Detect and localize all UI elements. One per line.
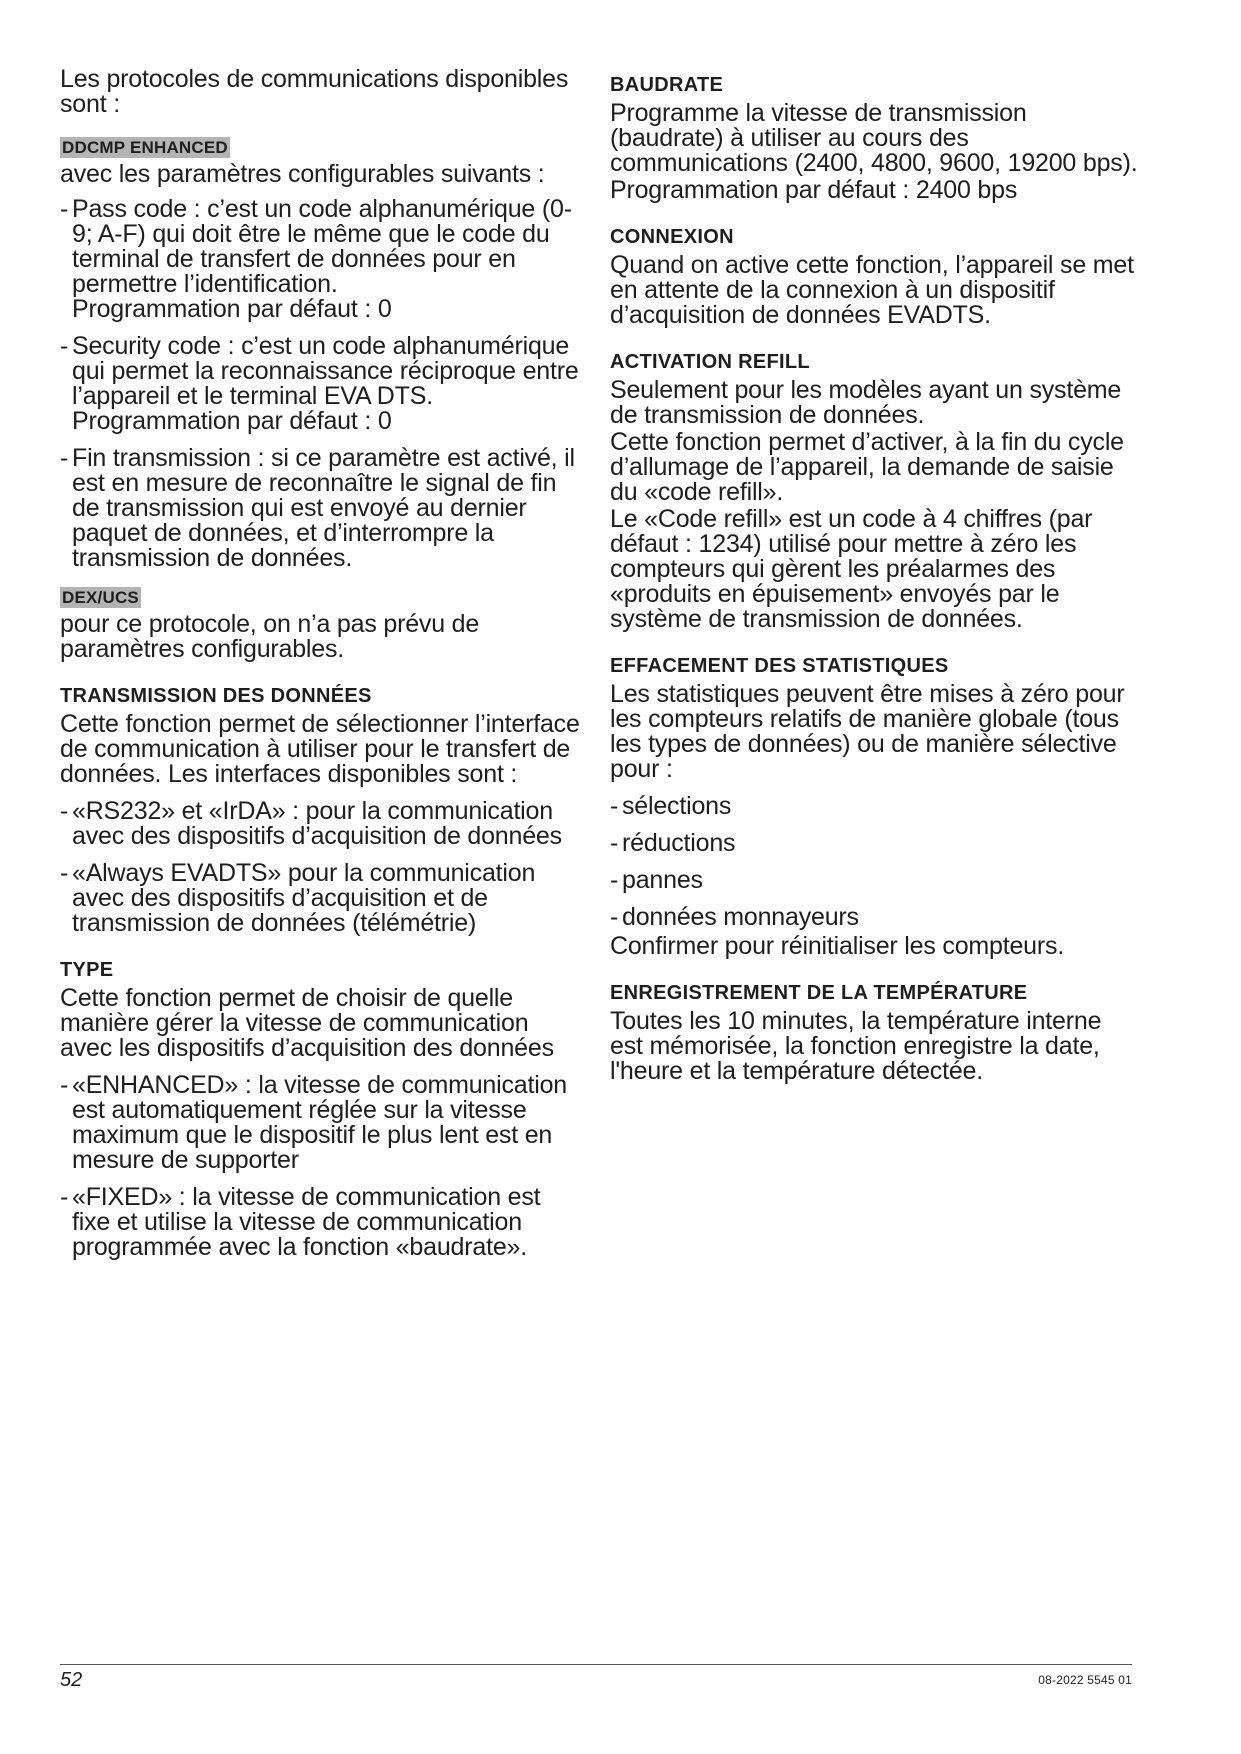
transmission-paragraph: Cette fonction permet de sélectionner l’interface de communication à utiliser pour le transfert de données. Les interfaces disponibles sont : [60,710,580,788]
list-item-security-code: - Security code : c’est un code alphanumérique qui permet la reconnaissance réciproque entre l’appareil et le terminal EVA DTS. [60,334,580,409]
ddcmp-params-list [60,197,580,571]
baudrate-default: Programmation par défaut : 2400 bps [610,176,1018,204]
type-list [60,1073,580,1260]
refill-paragraph-2: Cette fonction permet d’activer, à la fin du cycle d’allumage de l’appareil, la demande de saisie du «code refill». [610,428,1124,506]
baudrate-heading: BAUDRATE [610,74,724,96]
refill-paragraph-1: Seulement pour les modèles ayant un système de transmission de données. [610,376,1122,429]
page-number: 52 [60,1669,83,1691]
left-column [60,67,580,1272]
list-item-reductions: - réductions [610,831,1140,856]
ddcmp-paragraph: avec les paramètres configurables suivants : [60,160,545,188]
pass-code-default: Programmation par défaut : 0 [72,295,392,323]
refill-paragraph-3: Le «Code refill» est un code à 4 chiffres (par défaut : 1234) utilisé pour mettre à zéro les compteurs qui gèrent les préalarmes des «produits en épuisement» envoyés par le système de transmission de données. [610,505,1093,633]
list-item-pass-code: - Pass code : c’est un code alphanumérique (0-9; A-F) qui doit être le même que le code du terminal de transfert de données pour en permettre l’identification. [60,197,580,297]
activation-refill-heading: ACTIVATION REFILL [610,351,810,373]
security-code-default: Programmation par défaut : 0 [72,407,392,435]
connexion-heading: CONNEXION [610,226,734,248]
baudrate-paragraph: Programme la vitesse de transmission (baudrate) à utiliser au cours des communications (2400, 4800, 9600, 19200 bps). [610,99,1138,177]
temperature-paragraph: Toutes les 10 minutes, la température interne est mémorisée, la fonction enregistre la date, l'heure et la température détectée. [610,1007,1102,1085]
dex-ucs-tag: DEX/UCS [62,588,139,607]
type-heading: TYPE [60,959,114,981]
type-paragraph: Cette fonction permet de choisir de quelle manière gérer la vitesse de communication avec les dispositifs d’acquisition des données [60,984,554,1062]
connexion-paragraph: Quand on active cette fonction, l’appareil se met en attente de la connexion à un dispositif d’acquisition de données EVADTS. [610,251,1134,329]
stats-confirm: Confirmer pour réinitialiser les compteurs. [610,932,1065,960]
effacement-statistiques-heading: EFFACEMENT DES STATISTIQUES [610,655,949,677]
stats-paragraph: Les statistiques peuvent être mises à zéro pour les compteurs relatifs de manière globale (tous les types de données) ou de manière sélective pour : [610,680,1125,783]
list-item-rs232-irda: - «RS232» et «IrDA» : pour la communication avec des dispositifs d’acquisition de données [60,799,580,849]
stats-list [610,794,1140,930]
list-item-enhanced: - «ENHANCED» : la vitesse de communication est automatiquement réglée sur la vitesse maximum que le dispositif le plus lent est en mesure de supporter [60,1073,580,1173]
transmission-heading: TRANSMISSION DES DONNÉES [60,685,372,707]
right-column [610,67,1140,1094]
transmission-list [60,799,580,936]
list-item-always-evadts: - «Always EVADTS» pour la communication avec des dispositifs d’acquisition et de transmission de données (télémétrie) [60,861,580,936]
dex-paragraph: pour ce protocole, on n’a pas prévu de paramètres configurables. [60,610,480,663]
enregistrement-temperature-heading: ENREGISTREMENT DE LA TEMPÉRATURE [610,982,1028,1004]
footer-rule [60,1664,1132,1665]
list-item-fin-transmission: - Fin transmission : si ce paramètre est activé, il est en mesure de reconnaître le signal de fin de transmission qui est envoyé au dernier paquet de données, et d’interrompre la transmission de données. [60,446,580,571]
list-item-fixed: - «FIXED» : la vitesse de communication est fixe et utilise la vitesse de communication programmée avec la fonction «baudrate». [60,1185,580,1260]
list-item-pannes: - pannes [610,868,1140,893]
list-item-donnees-monnayeurs: - données monnayeurs [610,905,1140,930]
document-code: 08-2022 5545 01 [1038,1673,1132,1687]
ddcmp-enhanced-tag: DDCMP ENHANCED [62,138,228,157]
intro-paragraph: Les protocoles de communications disponibles sont : [60,65,569,118]
list-item-selections: - sélections [610,794,1140,819]
